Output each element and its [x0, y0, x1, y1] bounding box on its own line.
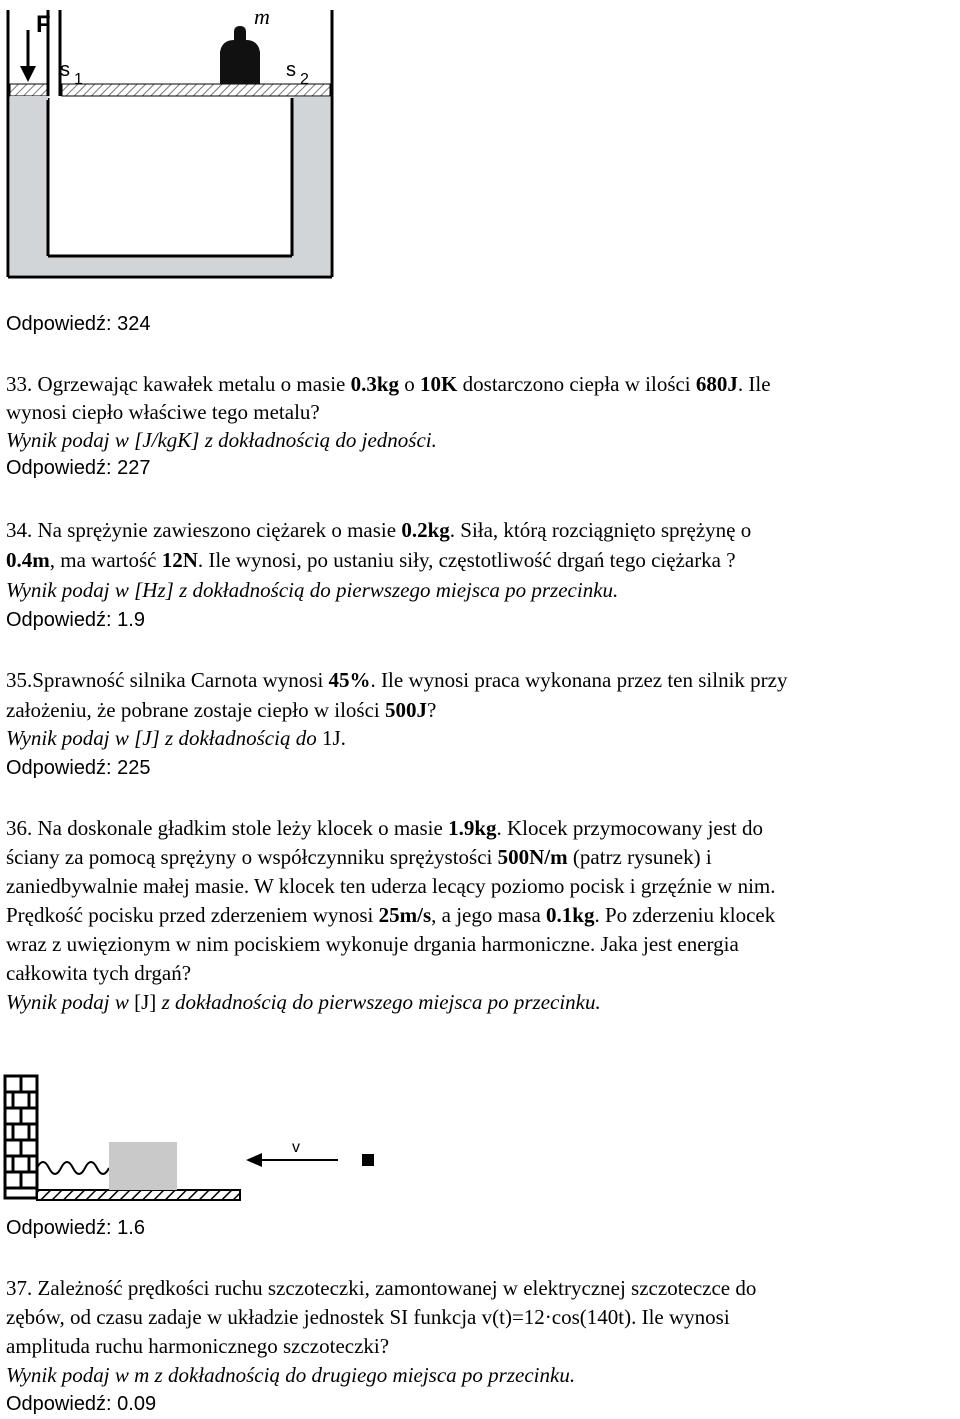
q33-line1: 33. Ogrzewając kawałek metalu o masie 0.3kg o 10K dostarczono ciepła w ilości 680J. Ile — [6, 372, 771, 396]
q36-line4: Prędkość pocisku przed zderzeniem wynosi 25m/s, a jego masa 0.1kg. Po zderzeniu klocek — [6, 903, 776, 927]
q36-line6: całkowita tych drgań? — [6, 961, 192, 985]
q33-line2: wynosi ciepło właściwe tego metalu? — [6, 400, 320, 424]
weight-m — [220, 26, 260, 84]
q37-answer: Odpowiedź: 0.09 — [6, 1393, 157, 1415]
mass-label: m — [254, 4, 270, 29]
table-surface — [37, 1190, 240, 1200]
q33-answer: Odpowiedź: 227 — [6, 457, 151, 479]
answer-previous: Odpowiedź: 324 — [6, 313, 151, 335]
q35-line1: 35.Sprawność silnika Carnota wynosi 45%. Ile wynosi praca wykonana przez ten silnik przy — [6, 668, 788, 692]
q36-line5: wraz z uwięzionym w nim pociskiem wykonuje drgania harmoniczne. Jaka jest energia — [6, 932, 739, 956]
block — [109, 1142, 177, 1190]
q36-answer: Odpowiedź: 1.6 — [6, 1217, 145, 1239]
spring — [37, 1162, 109, 1174]
q36-line2: ściany za pomocą sprężyny o współczynniku sprężystości 500N/m (patrz rysunek) i — [6, 845, 712, 869]
s2-label: s — [286, 59, 296, 81]
s1-label: s — [60, 59, 70, 81]
q34-hint: Wynik podaj w [Hz] z dokładnością do pierwszego miejsca po przecinku. — [6, 578, 619, 602]
q36-line1: 36. Na doskonale gładkim stole leży klocek o masie 1.9kg. Klocek przymocowany jest do — [6, 816, 764, 840]
q35-answer: Odpowiedź: 225 — [6, 757, 151, 779]
q36-hint: Wynik podaj w [J] z dokładnością do pierwszego miejsca po przecinku. — [6, 990, 601, 1014]
s1-sub: 1 — [74, 71, 83, 88]
hydraulic-figure — [0, 0, 340, 285]
s2-sub: 2 — [300, 71, 309, 88]
q34-line1: 34. Na sprężynie zawieszono ciężarek o masie 0.2kg. Siła, którą rozciągnięto sprężynę o — [6, 518, 752, 542]
q35-line2: założeniu, że pobrane zostaje ciepło w ilości 500J? — [6, 698, 437, 722]
spring-block-figure — [0, 1070, 400, 1210]
piston-s1 — [10, 84, 48, 96]
velocity-label: v — [292, 1139, 300, 1156]
q35-hint: Wynik podaj w [J] z dokładnością do 1J. — [6, 726, 346, 750]
piston-s2 — [62, 84, 330, 96]
q37-hint: Wynik podaj w m z dokładnością do drugiego miejsca po przecinku. — [6, 1363, 576, 1387]
bullet — [362, 1154, 374, 1166]
q33-hint: Wynik podaj w [J/kgK] z dokładnością do jedności. — [6, 428, 437, 452]
q37-line1: 37. Zależność prędkości ruchu szczoteczki, zamontowanej w elektrycznej szczoteczce do — [6, 1276, 757, 1300]
q37-line2: zębów, od czasu zadaje w układzie jednostek SI funkcja v(t)=12·cos(140t). Ile wynosi — [6, 1305, 730, 1329]
q36-line3: zaniedbywalnie małej masie. W klocek ten uderza lecący poziomo pocisk i grzęźnie w nim. — [6, 874, 776, 898]
q34-answer: Odpowiedź: 1.9 — [6, 609, 145, 631]
brick-wall — [5, 1076, 37, 1198]
q34-line2: 0.4m, ma wartość 12N. Ile wynosi, po ustaniu siły, częstotliwość drgań tego ciężarka ? — [6, 548, 736, 572]
q37-line3: amplituda ruchu harmonicznego szczoteczki? — [6, 1334, 390, 1358]
force-label: F — [36, 11, 51, 38]
